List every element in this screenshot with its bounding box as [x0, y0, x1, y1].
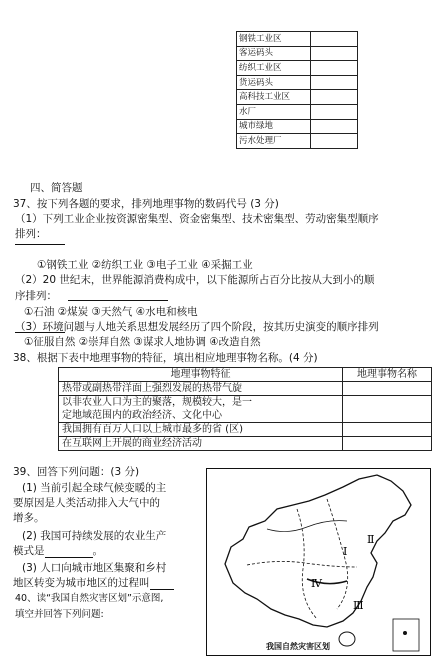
feature-cell: 在互联网上开展的商业经济活动: [59, 437, 343, 451]
table-row: [237, 75, 358, 90]
facility-label: 高科技工业区: [237, 90, 311, 105]
feature-cell: 以非农业人口为主的聚落，规模较大，是一 定地域范围内的政治经济、文化中心: [59, 396, 343, 423]
china-disaster-map: [206, 468, 431, 656]
table-row: [237, 32, 358, 47]
facility-answer-cell[interactable]: [311, 61, 358, 76]
q37-p2-options: ①石油 ②煤炭 ③天然气 ④水电和核电: [24, 306, 198, 318]
q37-p1-answer-blank[interactable]: [15, 244, 65, 245]
q37-p2-line2: 序排列：: [15, 290, 57, 302]
facility-label: 客运码头: [237, 46, 311, 61]
facility-answer-cell[interactable]: [311, 134, 358, 149]
region-label: Ⅳ: [311, 577, 322, 590]
name-header: 地理事物名称: [343, 368, 432, 382]
table-row: [237, 134, 358, 149]
china-map-outline: [207, 469, 430, 655]
table-row: [237, 90, 358, 105]
map-caption: 我国自然灾害区划: [266, 642, 330, 651]
section-title: 四、简答题: [30, 182, 83, 194]
feature-header: 地理事物特征: [59, 368, 343, 382]
q37-p3-answer-blank[interactable]: [15, 332, 65, 333]
q39-p1-line1: (1) 当前引起全球气候变暖的主: [22, 482, 167, 494]
table-row: [59, 423, 432, 437]
q40-line1: 40、读“我国自然灾害区划”示意图,: [15, 593, 164, 604]
facility-label: 城市绿地: [237, 119, 311, 134]
table-row: [59, 396, 432, 423]
table-row: [237, 61, 358, 76]
q39-p3-blank[interactable]: [150, 578, 174, 590]
q37-stem: 37、按下列各题的要求，排列地理事物的数码代号 (3 分): [13, 198, 279, 210]
facility-table: [236, 31, 358, 149]
q37-p1-options: ①钢铁工业 ②纺织工业 ③电子工业 ④采掘工业: [37, 259, 253, 271]
region-label: Ⅰ: [343, 545, 348, 558]
answer-cell[interactable]: [343, 437, 432, 451]
facility-answer-cell[interactable]: [311, 119, 358, 134]
facility-label: 污水处理厂: [237, 134, 311, 149]
facility-label: 纺织工业区: [237, 61, 311, 76]
facility-label: 货运码头: [237, 75, 311, 90]
table-row: [237, 104, 358, 119]
facility-label: 水厂: [237, 104, 311, 119]
q40-line2: 填空并回答下列问题:: [15, 609, 104, 620]
table-row: [59, 382, 432, 396]
q39-p2-line2: 模式是 。: [13, 545, 103, 557]
q37-p1-line2: 排列：: [15, 228, 47, 240]
facility-answer-cell[interactable]: [311, 104, 358, 119]
region-label: Ⅱ: [367, 533, 375, 546]
facility-label: 钢铁工业区: [237, 32, 311, 47]
q39-stem: 39、回答下列问题：(3 分): [13, 466, 140, 478]
region-label: Ⅲ: [353, 599, 364, 612]
q37-p2-line1: （2）20 世纪末，世界能源消费构成中，以下能源所占百分比按从大到小的顺: [15, 274, 375, 286]
answer-cell[interactable]: [343, 382, 432, 396]
q37-p3-line1: （3）环境问题与人地关系思想发展经历了四个阶段，按其历史演变的顺序排列: [15, 321, 379, 333]
q39-p2-line1: (2) 我国可持续发展的农业生产: [22, 530, 167, 542]
q39-p1-line3: 增多。: [13, 512, 45, 524]
facility-answer-cell[interactable]: [311, 90, 358, 105]
table-row: [237, 119, 358, 134]
q37-p2-answer-blank[interactable]: [68, 300, 168, 301]
q39-p3-line2: 地区转变为城市地区的过程叫: [13, 576, 174, 590]
feature-cell: 我国拥有百万人口以上城市最多的省 (区): [59, 423, 343, 437]
q37-p3-options: ①征服自然 ②崇拜自然 ③谋求人地协调 ④改造自然: [24, 336, 261, 348]
feature-cell: 热带或副热带洋面上强烈发展的热带气旋: [59, 382, 343, 396]
q37-p1-line1: （1）下列工业企业按资源密集型、资金密集型、技术密集型、劳动密集型顺序: [15, 213, 379, 225]
q39-p3-line1: (3) 人口向城市地区集聚和乡村: [22, 562, 167, 574]
answer-cell[interactable]: [343, 396, 432, 423]
facility-answer-cell[interactable]: [311, 32, 358, 47]
answer-cell[interactable]: [343, 423, 432, 437]
q39-p2-blank[interactable]: [45, 546, 93, 558]
q39-p1-line2: 要原因是人类活动排入大气中的: [13, 497, 160, 509]
facility-answer-cell[interactable]: [311, 46, 358, 61]
table-row: [59, 437, 432, 451]
table-row: [237, 46, 358, 61]
q38-stem: 38、根据下表中地理事物的特征，填出相应地理事物名称。(4 分): [13, 352, 318, 364]
feature-table: [58, 367, 432, 451]
facility-answer-cell[interactable]: [311, 75, 358, 90]
